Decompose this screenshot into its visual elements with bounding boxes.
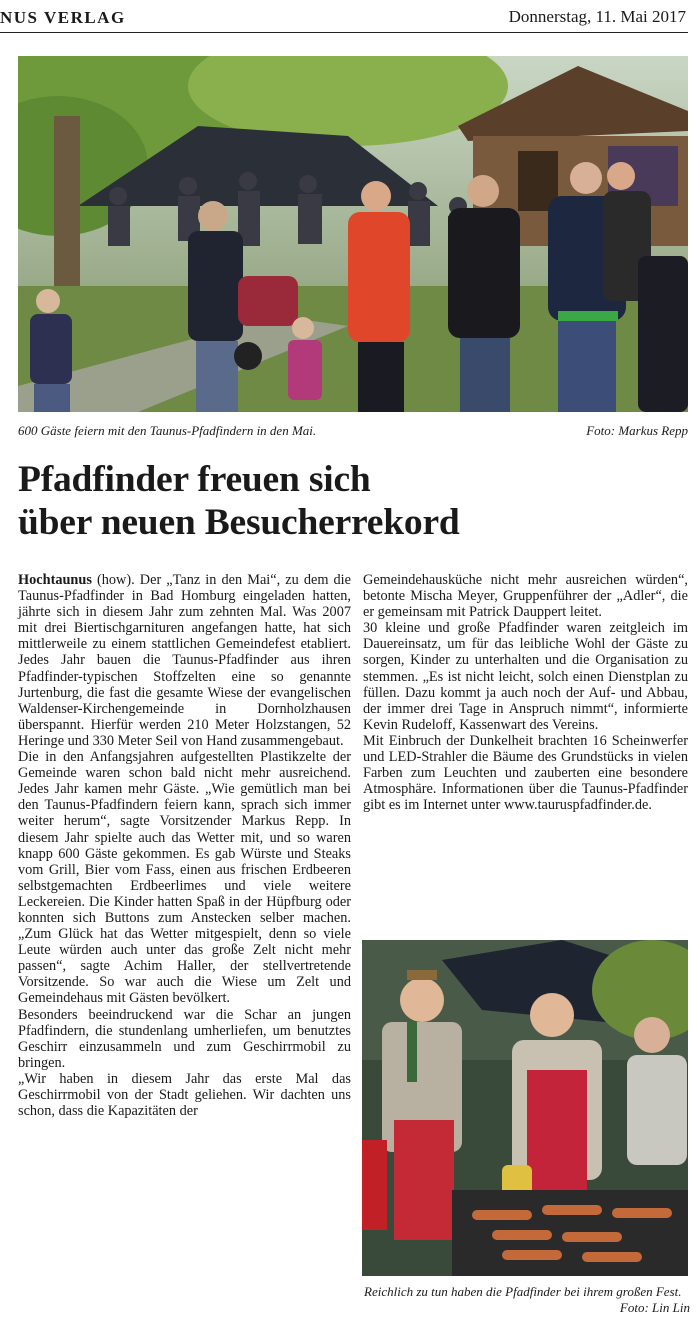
photo-bottom-caption-text: Reichlich zu tun haben die Pfadfinder bei ihrem großen Fest. xyxy=(364,1284,682,1299)
paragraph-7: Mit Einbruch der Dunkelheit brachten 16 Scheinwerfer und LED-Strahler die Bäume des Grundstücks in vielen Farben zum Leuchten und zauberten eine besondere Atmosphäre. Informationen über die Taunus-Pfadfinder gibt es im Internet unter www.tauruspfadfinder.de. xyxy=(363,732,688,814)
paragraph-2: Die in den Anfangsjahren aufgestellten Plastikzelte der Gemeinde waren schon bald nicht mehr ausreichend. Jedes Jahr kamen mehr Gäste. „Wie gemütlich man bei den Taunus-Pfadfindern feiern kann, sprach sich immer weiter herum“, sagte Vorsitzender Markus Repp. In diesem Jahr spielte auch das Wetter mit, und so waren knapp 600 Gäste gekommen. Es gab Würste und Steaks vom Grill, Bier vom Fass, einen aus frischen Erdbeeren selbstgemachten Erdbeerlimes und viele weitere Leckereien. Die Kinder hatten Spaß in der Hüpfburg oder konnten sich Buttons zum Anstecken selber machen. „Zum Glück hat das Wetter mitgespielt, denn so viele Leute würden auch unter das große Zelt nicht mehr passen“, sagte Achim Haller, der stellvertretende Vorsitzende. So war auch die Wiese um Zelt und Gemeindehaus mit Gästen bevölkert. xyxy=(18,749,351,1007)
photo-bottom-caption xyxy=(364,1284,690,1316)
masthead xyxy=(0,0,700,34)
masthead-rule xyxy=(0,32,688,33)
article-column-2 xyxy=(363,572,688,813)
photo-bottom-credit: Foto: Lin Lin xyxy=(619,1300,690,1315)
paragraph-1-text: (how). Der „Tanz in den Mai“, zu dem die Taunus-Pfadfinder in Bad Homburg eingeladen hatten, jährte sich in diesem Jahr zum zehnten Mal. Was 2007 mit drei Biertischgarnituren angefangen hatte, hat sich mittlerweile zu einem stattlichen Gemeindefest etabliert. Jedes Jahr bauen die Taunus-Pfadfinder aus ihren Pfadfinder-typischen Stoffzelten eine so genannte Jurtenburg, die fast die gesamte Wiese der evangelischen Waldenser-Kirchengemeinde in Dornholzhausen überspannt. Hierfür werden 210 Meter Holzstangen, 52 Heringe und 330 Meter Seil von Hand zusammengebaut. xyxy=(18,572,351,749)
issue-date: Donnerstag, 11. Mai 2017 xyxy=(508,7,686,26)
photo-grill-scouts xyxy=(362,940,688,1276)
photo-festival-crowd xyxy=(18,56,688,412)
photo-top-caption xyxy=(18,423,688,441)
article-headline xyxy=(18,458,688,544)
photo-top-caption-text: 600 Gäste feiern mit den Taunus-Pfadfindern in den Mai. xyxy=(18,423,317,438)
paragraph-3: Besonders beeindruckend war die Schar an jungen Pfadfindern, die stundenlang umherliefen, um benutztes Geschirr einzusammeln und zum Geschirrmobil zu bringen. xyxy=(18,1006,351,1071)
paragraph-5: Gemeindehausküche nicht mehr ausreichen würden“, betonte Mischa Meyer, Gruppenführer der „Adler“, die er gemeinsam mit Patrick Dauppert leitet. xyxy=(363,572,688,621)
article-column-1 xyxy=(18,572,351,1119)
paragraph-6: 30 kleine und große Pfadfinder waren zeitgleich im Dauereinsatz, um für das leibliche Wohl der Gäste zu sorgen, Kinder zu unterhalten und die Organisation zu stemmen. „Es ist nicht leicht, solch einen Dienstplan zu füllen. Dazu kommt ja auch noch der Auf- und Abbau, der immer drei Tage in Anspruch nimmt“, informierte Kevin Rudeloff, Kassenwart des Vereins. xyxy=(363,620,688,733)
headline-line-2: über neuen Besucherrekord xyxy=(18,502,460,543)
photo-top-credit: Foto: Markus Repp xyxy=(586,423,688,438)
paragraph-1 xyxy=(18,572,351,749)
paragraph-4: „Wir haben in diesem Jahr das erste Mal das Geschirrmobil von der Stadt geliehen. Wir dachten uns schon, dass die Kapazitäten der xyxy=(18,1070,351,1120)
headline-line-1: Pfadfinder freuen sich xyxy=(18,459,371,500)
lead-location: Hochtaunus xyxy=(18,572,92,588)
publication-name: NUS VERLAG xyxy=(0,8,126,27)
